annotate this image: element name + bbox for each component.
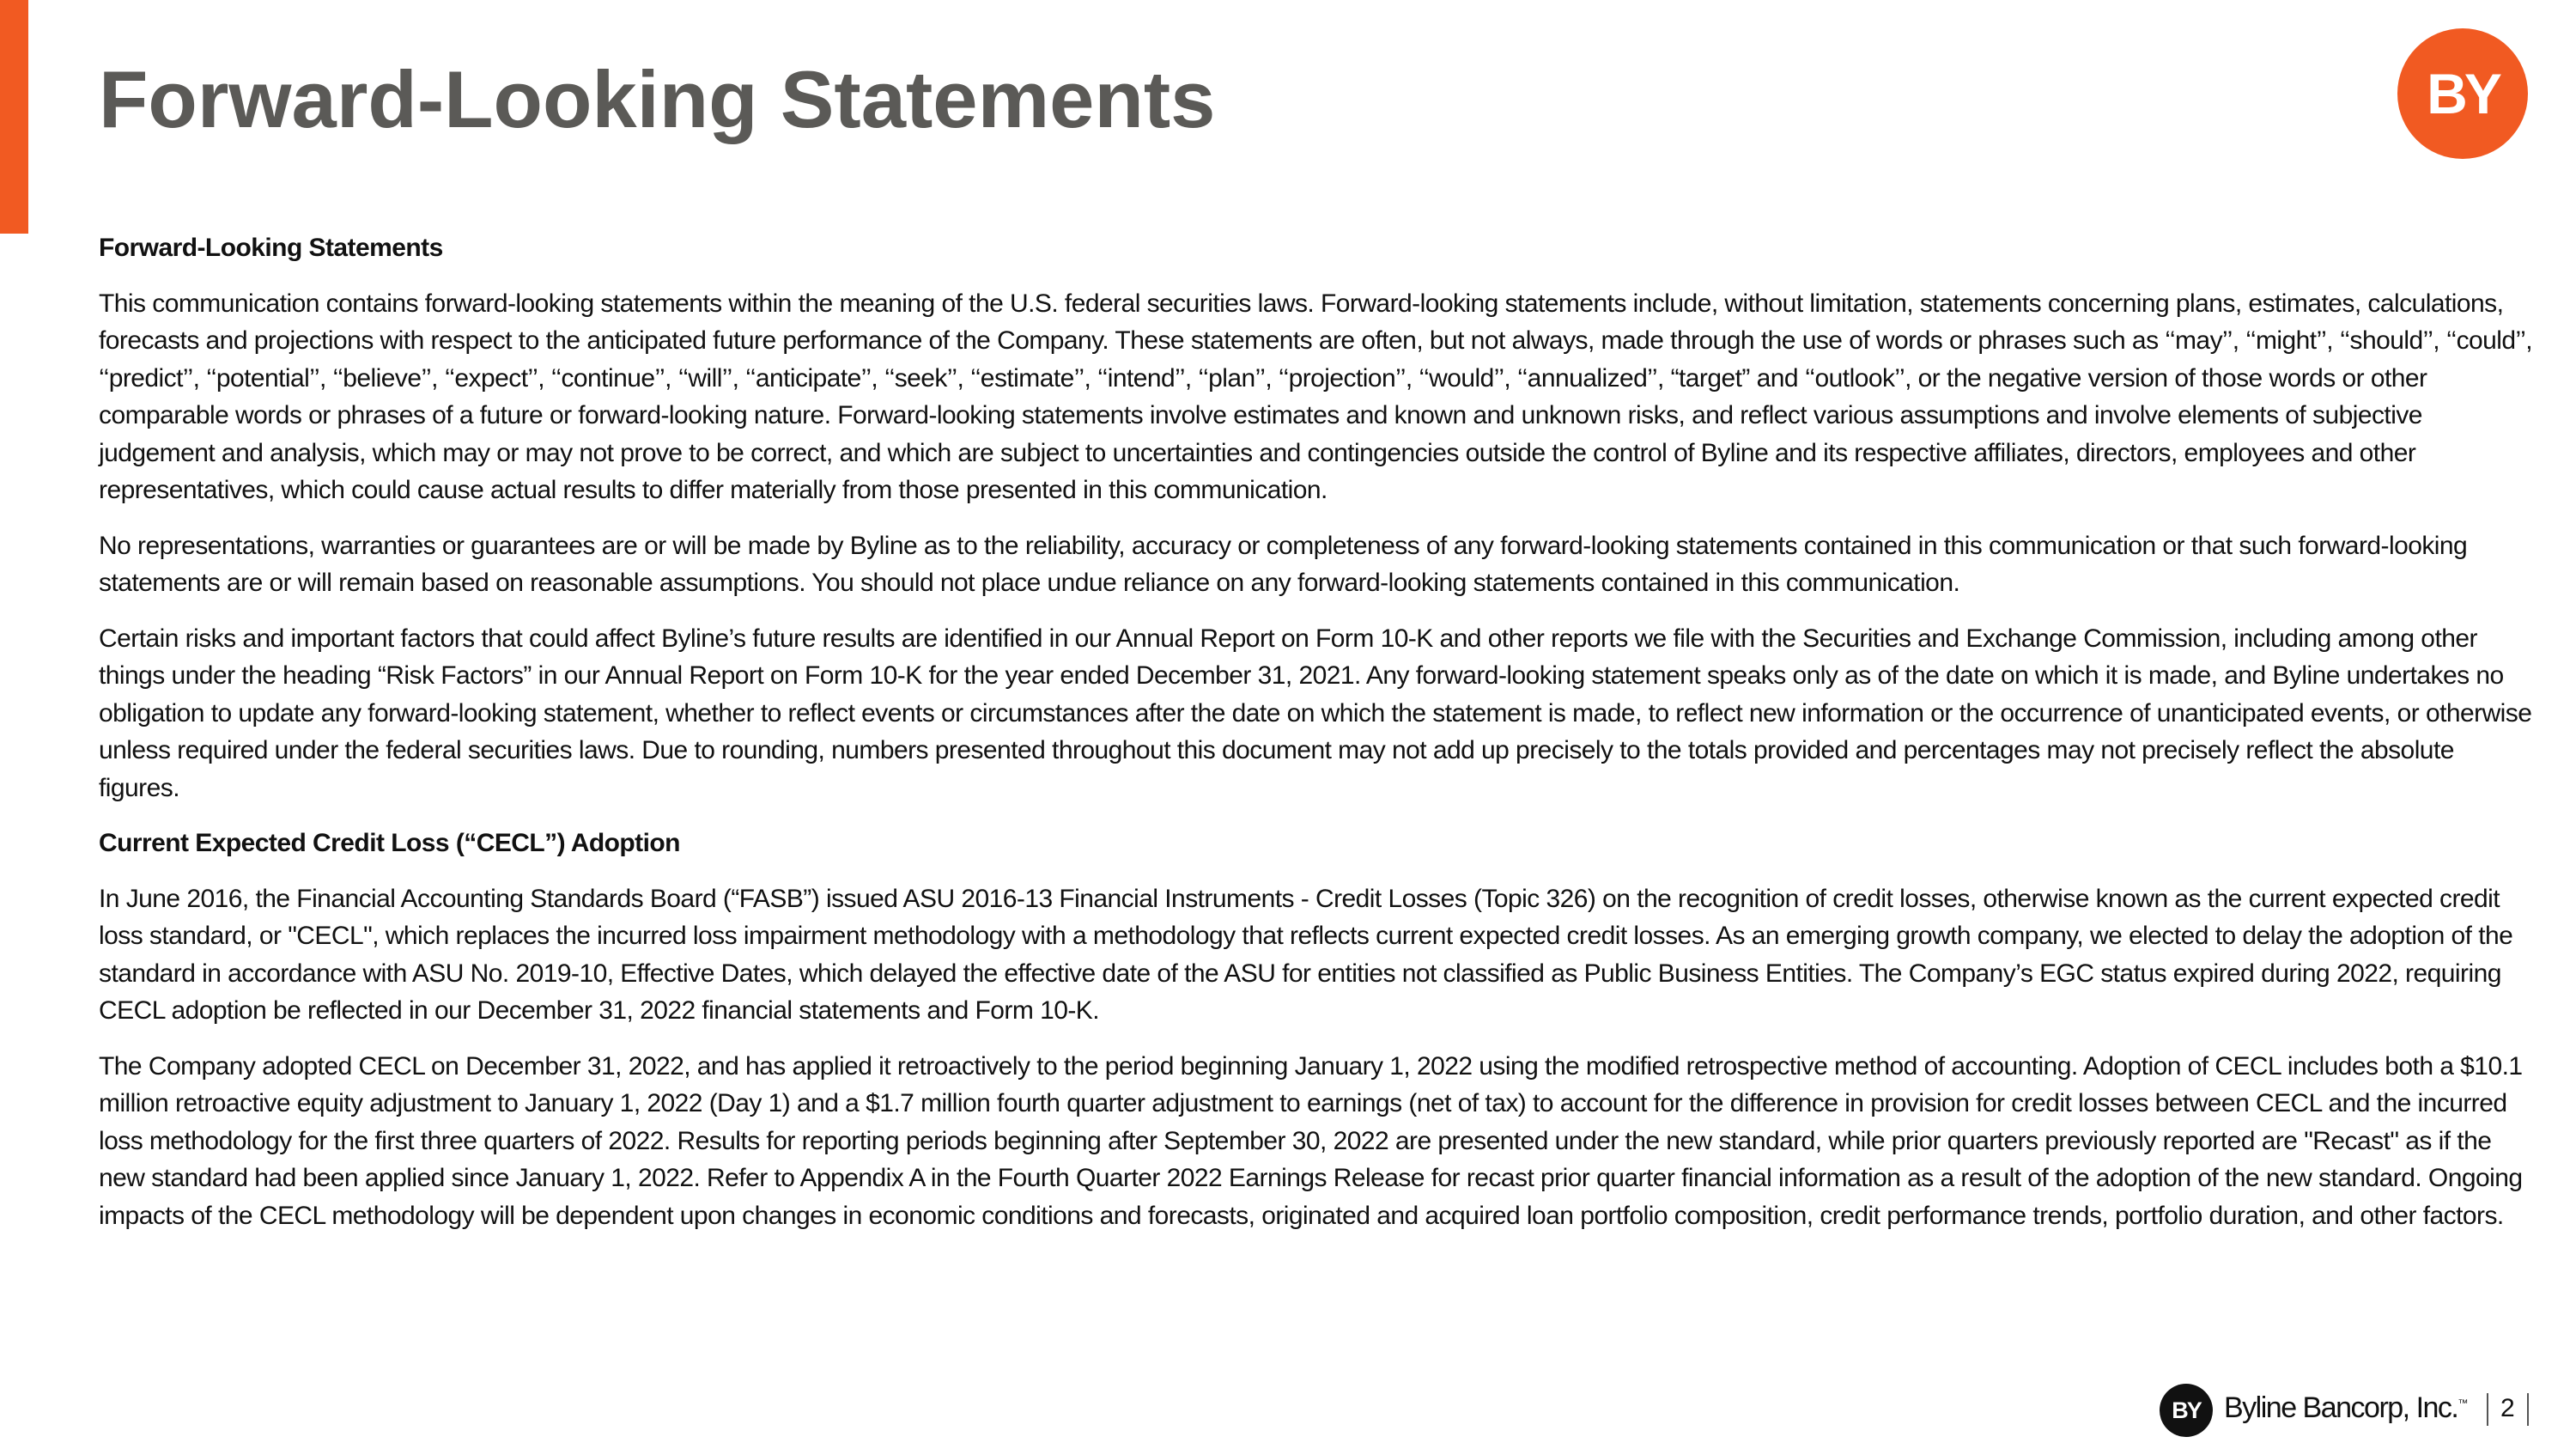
footer-divider-left [2487,1393,2488,1426]
footer-company-label: Byline Bancorp, Inc. [2224,1391,2458,1424]
byline-logo-icon [2397,28,2528,159]
accent-bar [0,0,28,234]
paragraph-fls-1: This communication contains forward-looking statements within the meaning of the U.S. federal securities laws. Forward-looking statements include, without limitation, statements concerning plans, estimates, calculations, forecasts and projections with respect to the anticipated future performance of the Company. These statements are often, but not always, made through the use of words or phrases such as ‘‘may’’, ‘‘might’’, ‘‘should’’, ‘‘could’’, ‘‘predict’’, ‘‘potential’’, ‘‘believe’’, ‘‘expect’’, ‘‘continue’’, ‘‘will’’, ‘‘anticipate’’, ‘‘seek’’, ‘‘estimate’’, ‘‘intend’’, ‘‘plan’’, ‘‘projection’’, ‘‘would’’, ‘‘annualized’’, “target” and ‘‘outlook’’, or the negative version of those words or other comparable words or phrases of a future or forward-looking nature. Forward-looking statements involve estimates and known and unknown risks, and reflect various assumptions and involve elements of subjective judgement and analysis, which may or may not prove to be correct, and which are subject to uncertainties and contingencies outside the control of Byline and its respective affiliates, directors, employees and other representatives, which could cause actual results to differ materially from those presented in this communication. [99,289,2533,504]
page-title: Forward-Looking Statements [99,54,1216,144]
footer-logo-icon [2160,1384,2213,1437]
paragraph-fls-2: No representations, warranties or guarantees are or will be made by Byline as to the reliability, accuracy or completeness of any forward-looking statements contained in this communication or that such forward-looking statements are or will remain based on reasonable assumptions. You should not place undue reliance on any forward-looking statements contained in this communication. [99,531,2468,597]
content-body [99,229,2537,1252]
footer-company-name [2224,1391,2467,1425]
trademark-mark: ™ [2458,1397,2467,1409]
section-heading-forward-looking: Forward-Looking Statements [99,234,443,262]
paragraph-cecl-2: The Company adopted CECL on December 31, 2022, and has applied it retroactively to the period beginning January 1, 2022 using the modified retrospective method of accounting. Adoption of CECL includes both a $10.1 million retroactive equity adjustment to January 1, 2022 (Day 1) and a $1.7 million fourth quarter adjustment to earnings (net of tax) to account for the difference in provision for credit losses between CECL and the incurred loss methodology for the first three quarters of 2022. Results for reporting periods beginning after September 30, 2022 are presented under the new standard, while prior quarters previously reported are "Recast" as if the new standard had been applied since January 1, 2022. Refer to Appendix A in the Fourth Quarter 2022 Earnings Release for recast prior quarter financial information as a result of the adoption of the new standard. Ongoing impacts of the CECL methodology will be dependent upon changes in economic conditions and forecasts, originated and acquired loan portfolio composition, credit performance trends, portfolio duration, and other factors. [99,1051,2523,1230]
section-heading-cecl: Current Expected Credit Loss (“CECL”) Adoption [99,829,680,857]
footer-divider-right [2527,1393,2529,1426]
paragraph-fls-3: Certain risks and important factors that could affect Byline’s future results are identified in our Annual Report on Form 10-K and other reports we file with the Securities and Exchange Commission, including among other things under the heading “Risk Factors” in our Annual Report on Form 10-K for the year ended December 31, 2021. Any forward-looking statement speaks only as of the date on which it is made, and Byline undertakes no obligation to update any forward-looking statement, whether to reflect events or circumstances after the date on which the statement is made, to reflect new information or the occurrence of unanticipated events, or otherwise unless required under the federal securities laws. Due to rounding, numbers presented throughout this document may not add up precisely to the totals provided and percentages may not precisely reflect the absolute figures. [99,624,2532,802]
paragraph-cecl-1: In June 2016, the Financial Accounting Standards Board (“FASB”) issued ASU 2016-13 Financial Instruments - Credit Losses (Topic 326) on the recognition of credit losses, otherwise known as the current expected credit loss standard, or "CECL", which replaces the incurred loss impairment methodology with a methodology that reflects current expected credit losses. As an emerging growth company, we elected to delay the adoption of the standard in accordance with ASU No. 2019-10, Effective Dates, which delayed the effective date of the ASU for entities not classified as Public Business Entities. The Company’s EGC status expired during 2022, requiring CECL adoption be reflected in our December 31, 2022 financial statements and Form 10-K. [99,884,2513,1025]
footer-logo-text: BY [2172,1397,2201,1423]
page-number: 2 [2500,1394,2515,1422]
logo-badge-text: BY [2427,62,2499,125]
